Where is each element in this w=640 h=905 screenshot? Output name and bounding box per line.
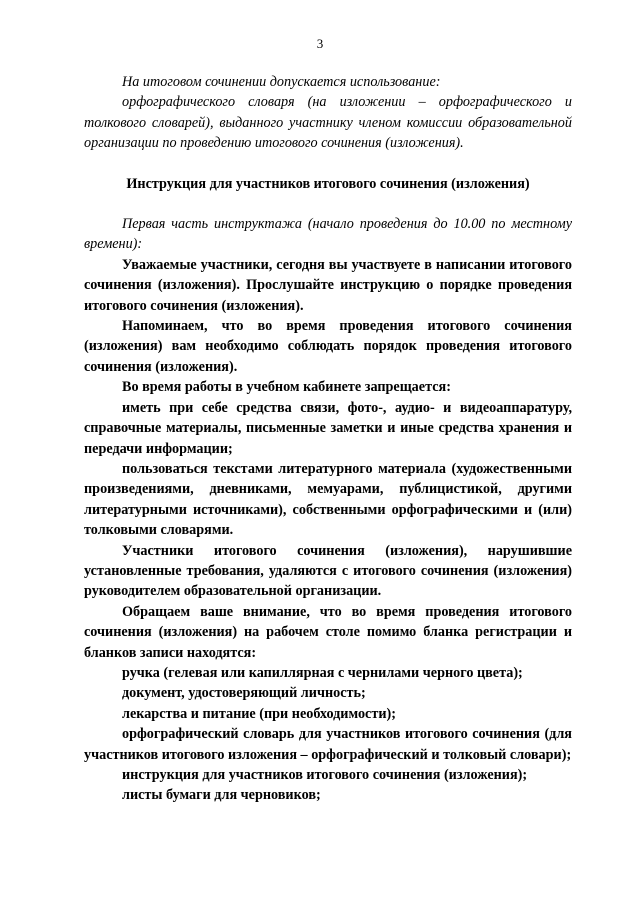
intro-line-2: орфографического словаря (на изложении – орфографического и толкового словарей), выданного участнику членом комиссии образовательной организации по проведению итогового сочинения (изложения). [84,94,572,152]
first-part-note: Первая часть инструктажа (начало проведения до 10.00 по местному времени): [84,216,572,253]
document-body [84,72,572,806]
paragraph-greeting: Уважаемые участники, сегодня вы участвуете в написании итогового сочинения (изложения). Прослушайте инструкцию о порядке проведения итогового сочинения (изложения). [84,256,572,314]
list-item-pen: ручка (гелевая или капиллярная с чернилами черного цвета); [122,664,523,681]
list-item-literary-texts: пользоваться текстами литературного материала (художественными произведениями, дневниками, мемуарами, публицистикой, другими литературными источниками), собственными орфографическими и (или) толковыми словарями. [84,460,572,539]
list-item-medicine-food: лекарства и питание (при необходимости); [122,705,396,722]
paragraph-prohibited-heading: Во время работы в учебном кабинете запрещается: [122,379,451,396]
paragraph-violations: Участники итогового сочинения (изложения), нарушившие установленные требования, удаляются с итогового сочинения (изложения) руководителем образовательной организации. [84,542,572,600]
paragraph-reminder: Напоминаем, что во время проведения итогового сочинения (изложения) вам необходимо соблюдать порядок проведения итогового сочинения (изложения). [84,318,572,375]
intro-line-1: На итоговом сочинении допускается использование: [122,74,441,90]
section-title: Инструкция для участников итогового сочинения (изложения) [126,175,530,192]
page-number: 3 [316,36,324,51]
list-item-draft-sheets: листы бумаги для черновиков; [122,787,321,804]
list-item-communication-devices: иметь при себе средства связи, фото-, аудио- и видеоаппаратуру, справочные материалы, письменные заметки и иные средства хранения и передачи информации; [84,399,572,457]
list-item-dictionary: орфографический словарь для участников итогового сочинения (для участников итогового изложения – орфографический и толковый словари); [84,726,572,763]
list-item-instruction: инструкция для участников итогового сочинения (изложения); [122,767,528,783]
paragraph-desk-items-heading: Обращаем ваше внимание, что во время проведения итогового сочинения (изложения) на рабочем столе помимо бланка регистрации и бланков записи находятся: [84,603,572,661]
list-item-id-document: документ, удостоверяющий личность; [122,685,366,702]
